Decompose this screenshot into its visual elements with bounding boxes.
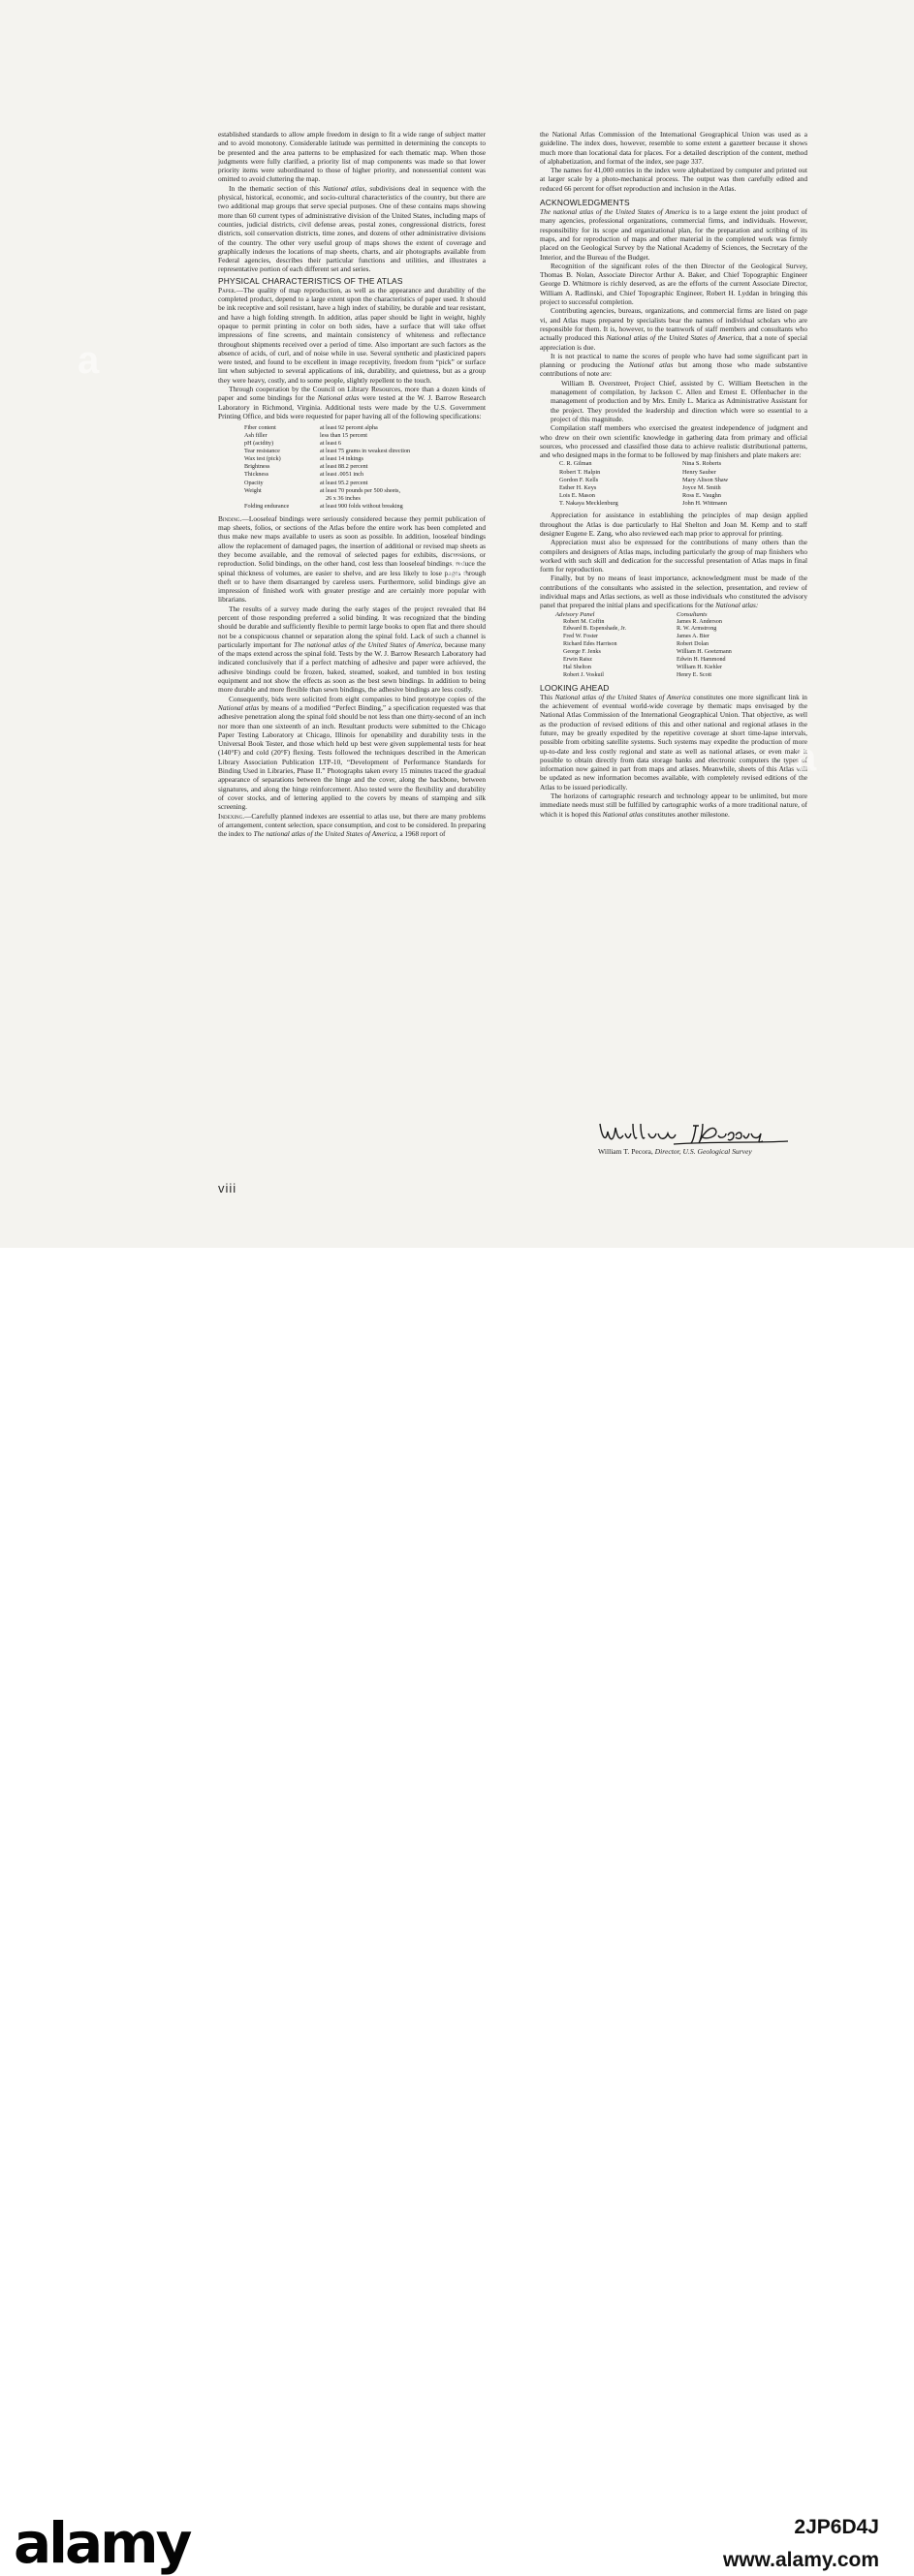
italic-run: National atlas (602, 809, 644, 819)
paragraph: Recognition of the significant roles of the then Director of the Geological Survey, Thomas B. Nolan, Associate Director Arthur A. Baker, and Chief Topographic Engineer George D. Whitmore is richly deserved, as are the efforts of the current Associate Director, William A. Radlinski, and Chief Topographic Engineer, Robert H. Lyddan in bringing this project to successful completion. (540, 261, 807, 307)
run-in-heading: Indexing. (218, 811, 245, 821)
paragraph: the National Atlas Commission of the International Geographical Union was used as a guideline. The index does, however, resemble to some extent a gazetteer because it shows much more than locational data for places. For a detailed description of the content, method of alphabetization, and format of the index, see page 337. (540, 130, 807, 166)
paragraph (540, 352, 807, 379)
left-text-column (218, 130, 486, 838)
consultant-name: Henry E. Scott (677, 671, 712, 678)
italic-run: The national atlas of the United States of America (540, 207, 690, 217)
spec-name: Wax test (pick) (244, 455, 281, 463)
spec-row (244, 480, 486, 487)
consultant-name: James R. Anderson (677, 618, 722, 625)
text-run: Contributing agencies, bureaus, organizations, and commercial firms are listed on page vi, and Atlas maps prepared by specialists bear the names of individual scholars who are responsible for them. It is, however, to the teamwork of staff members and consultants who actually produced this (540, 306, 807, 343)
staff-name: C. R. Gilman (559, 460, 592, 468)
spec-name: Fiber content (244, 424, 276, 432)
staff-name: Mary Alison Shaw (682, 476, 729, 483)
italic-run: The national atlas of the United States of America, (294, 639, 443, 649)
spec-row (244, 503, 486, 511)
staff-name: Nina S. Roberts (682, 460, 722, 468)
run-in-heading: Binding. (218, 513, 242, 523)
right-text-column (540, 130, 807, 819)
paragraph (540, 693, 807, 791)
spec-value: at least 92 percent alpha (320, 424, 378, 432)
text-run: is to a large extent the joint product of many agencies, professional organizations, commercial firms, and individuals. However, responsibility for its scope and organizational plan, for the preparation and scribing of its maps, and for reproduction of maps and other material in the completed work was firmly placed on the Geological Survey by the National Academy of Sciences, the Secretary of the Interior, and the Bureau of the Budget. (540, 207, 808, 262)
consultant-name: Robert Dolan (677, 641, 709, 648)
italic-run: National atlas, (323, 183, 367, 193)
paragraph (218, 695, 486, 812)
spec-row (244, 471, 486, 479)
spec-name: Opacity (244, 479, 264, 486)
spec-name: pH (acidity) (244, 440, 274, 448)
italic-run: National atlas (629, 360, 674, 370)
staff-name: Robert T. Halpin (559, 468, 601, 476)
spec-row (244, 424, 486, 432)
text-run: were tested at the W. J. Barrow Research Laboratory in Richmond, Virginia. Additional tests were made by the U.S. Government Printing Office, and bids were requested for paper having all of the following specifications: (218, 393, 487, 420)
spec-value: at least 6 (320, 440, 341, 448)
consultant-name: William H. Kiehler (677, 664, 722, 670)
italic-run: National atlas (218, 702, 260, 712)
text-run: a 1968 report of (397, 829, 446, 839)
spec-value: at least .0051 inch (320, 471, 364, 479)
paragraph (540, 306, 807, 351)
staff-name: T. Nakaya Mecklenburg (559, 500, 618, 508)
spec-name: Folding endurance (244, 502, 290, 510)
text-run: Consequently, bids were solicited from eight companies to bind prototype copies of the (229, 694, 486, 703)
section-heading-physical: PHYSICAL CHARACTERISTICS OF THE ATLAS (218, 275, 403, 286)
consultant-name: Edwin H. Hammond (677, 657, 726, 664)
site-url-label: www.alamy.com (722, 2549, 879, 2571)
section-heading-looking-ahead: LOOKING AHEAD (540, 682, 610, 693)
spec-value: at least 900 folds without breaking (320, 502, 403, 510)
spec-value: 26 x 36 inches (326, 494, 361, 502)
paragraph (540, 791, 807, 819)
handwritten-signature (598, 1118, 792, 1149)
spec-name (244, 495, 320, 503)
italic-run: National atlas (317, 393, 360, 403)
spec-value: at least 88.2 percent (320, 463, 368, 471)
spec-value: at least 75 grams in weakest direction (320, 448, 411, 455)
spec-row (244, 448, 486, 455)
watermark-mark: a (446, 543, 468, 585)
paragraph (540, 574, 807, 609)
paragraph (218, 385, 486, 420)
advisory-name: Robert M. Coffin (563, 618, 605, 625)
text-run: by means of a modified “Perfect Binding,” a specification requested was that adhesive penetration along the spinal fold should be not less than one thirty-second of an inch nor more than one sixteenth of an inch. Resultant products were submitted to the Chicago Paper Testing Laboratory at Chicago, Illinois for openability and durability tests in the Universal Book Tester, and those which held up best were given supplemental tests for heat (140°F) and cold (20°F) flexing. Tests followed the techniques described in the American Library Association Publication LTP-10, “Development of Performance Standards for Binding Used in Libraries, Phase II.” Photographs taken every 15 minutes traced the gradual appearance of separations between the hinge and the cover, along the backbone, between signatures, and along the hinge reinforcement. Also tested were the flexibility and durability of cover stocks, and of lettering applied to the covers by means of stamping and silk screening. (218, 702, 486, 812)
signatory-title: Director, U.S. Geological Survey (652, 1147, 752, 1156)
text-run: Through cooperation by the Council on Library Resources, more than a dozen kinds of paper and some bindings for the (218, 385, 486, 403)
text-run: It is not practical to name the scores of people who have had some significant part in planning or producing the (540, 351, 807, 370)
text-run: —Carefully planned indexes are essential to atlas use, but there are many problems of arrangement, content selection, space consumption, and cost to be considered. In preparing the index to (218, 811, 486, 839)
advisory-and-consultants-list (555, 611, 807, 680)
spec-row (244, 463, 486, 471)
paragraph (218, 184, 486, 274)
staff-name: Henry Sauber (682, 468, 716, 476)
signature-stroke (600, 1124, 676, 1139)
watermark-mark: a (795, 736, 817, 779)
text-run: that a note of special appreciation is due. (540, 333, 807, 352)
spec-name: Weight (244, 486, 262, 494)
signature-stroke (691, 1124, 763, 1143)
watermark-footer (0, 1248, 914, 2576)
italic-run: National atlas of the United States of America (554, 692, 691, 701)
consultant-name: James A. Bier (677, 634, 710, 640)
paragraph: established standards to allow ample freedom in design to fit a wide range of subject matter and to avoid monotony. Considerable latitude was permitted in determining the concepts to be presented and the area patterns to be emphasized for each thematic map. When those judgments were fully clarified, a priority list of map components was made so that lower priority items were subordinated to those of higher priority, and nonessential content was omitted to avoid cluttering the map. (218, 130, 486, 184)
spec-value: at least 14 inkings (320, 455, 363, 463)
advisory-name: Erwin Raisz (563, 657, 592, 664)
text-run: because many of the maps extend across the spinal fold. Tests by the W. J. Barrow Research Laboratory had indicated conclusively that if a perfect matching of adhesive and paper were achieved, the adhesive bindings could be frozen, baked, steamed, soaked, and tumbled in box testing equipment and not show the effects as soon as the best sewn bindings. In addition to being more durable and more flexible than sewn bindings, the adhesive bindings are less costly. (218, 639, 486, 695)
advisory-name: Edward B. Espenshade, Jr. (563, 626, 626, 633)
advisory-name: Robert J. Voskuil (563, 671, 604, 678)
advisory-name: Richard Edes Harrison (563, 641, 617, 648)
page-number: viii (218, 1181, 237, 1195)
spec-name: Tear resistance (244, 448, 280, 455)
staff-name: Lois E. Mason (559, 492, 595, 500)
advisory-name: Hal Shelton (563, 664, 591, 670)
brand-logo: alamy (14, 2510, 190, 2576)
spec-row (244, 432, 486, 440)
text-run: subdivisions deal in sequence with the physical, historical, economic, and socio-cultural characteristics of the country, but there are two additional map groups that serve special purposes. One of these contains maps showing more than 60 current types of administrative division of the United States, including maps of counties, judicial districts, civil defense areas, postal zones, congressional districts, forest districts, soil conservation districts, time zones, and dozens of other administrative divisions of the country. The other very useful group of maps shows the extent of coverage and graphically indexes the locations of map sheets, charts, and air photographs available from Federal agencies, describes their particular functions and utilities, and illustrates a representative portion of each different set and series. (218, 183, 486, 274)
text-run: constitutes one more significant link in the achievement of eventual world-wide coverage by thematic maps envisaged by the National Atlas Commission of the International Geographical Union. That objective, as well as the production of revised editions of this and other national and regional atlases in the future, may be greatly expedited by the repetitive coverage at short time-lapse intervals, possible from orbiting satellite systems. Such systems may expedite the production of more up-to-date and less costly regional and state as well as national atlases, or even make it possible to obtain directly from data storage banks and electronic computers the types of information now gained in part from maps and atlases. Meanwhile, sheets of this Atlas will be updated as new information becomes available, with completely revised editions of the Atlas to be issued periodically. (540, 692, 807, 791)
paragraph-indexing (218, 812, 486, 839)
consultant-name: William H. Goetzmann (677, 649, 732, 656)
paragraph-paper (218, 286, 486, 385)
watermark-mark: a (78, 339, 100, 382)
spec-row (244, 455, 486, 463)
staff-name: Ross E. Vaughn (682, 492, 721, 500)
spec-row (244, 495, 486, 503)
image-id-label: 2JP6D4J (794, 2516, 879, 2538)
spec-name: Brightness (244, 463, 270, 471)
compilation-staff-list (559, 460, 807, 508)
signatory-name: William T. Pecora, (598, 1147, 653, 1156)
paragraph: Appreciation for assistance in establishing the principles of map design applied throughout the Atlas is due particularly to Hal Shelton and Joan M. Kemp and to staff designer Eugene E. Zang, who also reviewed each map prior to approval for printing. (540, 511, 807, 538)
staff-name: John H. Wittmann (682, 500, 727, 508)
paragraph: Appreciation must also be expressed for the contributions of many others than the compilers and designers of Atlas maps, including particularly the group of map finishers who worked with such skill and dedication for the successful presentation of Atlas maps in final form for reproduction. (540, 538, 807, 574)
signature-caption (598, 1147, 802, 1156)
text-run: —Looseleaf bindings were seriously considered because they permit publication of map sheets, folios, or sections of the Atlas before the entire work has been completed and thus make new maps available to users as soon as possible. In addition, looseleaf bindings allow the replacement of damaged pages, the insertion of additional or revised map sheets as they become available, and the removal of selected pages for exhibits, discussions, or reproduction. Solid bindings, on the other hand, cost less than looseleaf bindings, reduce the spinal thickness of volumes, are easier to shelve, and are less likely to lose pages through theft or to have them disarranged by careless users. Furthermore, solid bindings give an impression of finished work with greater prestige and are certainly more popular with librarians. (218, 513, 486, 605)
text-run: constitutes another milestone. (643, 809, 730, 819)
paragraph: Compilation staff members who exercised the greatest independence of judgment and who drew on their own scientific knowledge in gathering data from primary and official sources, who processed and classified those data to achieve realistic distributional patterns, and who designed maps in the format to be followed by map finishers and plate makers are: (540, 423, 807, 460)
consultant-name: R. W. Armstrong (677, 626, 717, 633)
text-run: The results of a survey made during the early stages of the project revealed that 84 percent of those responding preferred a solid binding. It was recognized that the binding should be durable and sufficiently flexible to permit large books to open flat and there should not be a conspicuous channel or separation along the spinal fold. Lack of such a channel is particularly important for (218, 604, 486, 649)
text-run: but among those who made substantive contributions of note are: (540, 360, 808, 379)
spec-value: at least 95.2 percent (320, 479, 368, 486)
italic-run: National atlas: (715, 601, 759, 610)
text-run: This (540, 692, 555, 701)
run-in-heading: Paper. (218, 285, 236, 295)
consultants-heading: Consultants (677, 610, 708, 618)
text-run: Finally, but by no means of least importance, acknowledgment must be made of the contributions of the consultants who assisted in the selection, presentation, and review of individual maps and Atlas sections, as well as those individuals who constituted the advisory panel that prepared the initial plans and specifications for the (540, 574, 807, 610)
signature-underline (674, 1141, 788, 1144)
staff-name: Joyce M. Smith (682, 483, 721, 491)
spec-row (244, 487, 486, 495)
advisory-panel-heading: Advisory Panel (555, 610, 595, 618)
paragraph: The names for 41,000 entries in the index were alphabetized by computer and printed out at larger scale by a photo-mechanical process. The output was then carefully edited and reduced 66 percent for offset reproduction and inclusion in the Atlas. (540, 166, 807, 193)
spec-name: Thickness (244, 471, 269, 479)
spec-name: Ash filler (244, 432, 268, 440)
staff-name: Esther H. Keys (559, 483, 597, 491)
scanned-page (0, 0, 914, 1248)
text-run: The horizons of cartographic research and technology appear to be unlimited, but more immediate needs must still be fulfilled by cartographic works of a more traditional nature, of which it is hoped this (540, 791, 807, 819)
text-run: —The quality of map reproduction, as well as the appearance and durability of the completed product, depend to a large extent upon the characteristics of paper used. It should be ink receptive and soil resistant, have a high index of stability, be durable and tear resistant, and have a high folding strength. In addition, atlas paper should be light in weight, highly opaque to permit printing in color on both sides, have a surface that will take offset impressions of fine screens, and maintain consistency of whiteness and reflectance throughout shipments received over a period of time. Also important are such factors as the absence of acids, of curl, and of noise while in use. Several synthetic and plasticized papers were tested, and found to be excellent in image receptivity, freedom from “pick” or surface lint when subjected to several applications of ink, durability, and quietness, but as a group they were heavy, costly, and to some people, slightly repellent to the touch. (218, 285, 486, 385)
text-run: In the thematic section of this (229, 183, 324, 193)
italic-run: The national atlas of the United States of America, (253, 829, 398, 839)
italic-run: National atlas of the United States of America, (606, 333, 744, 343)
paper-specifications-table (244, 424, 486, 511)
staff-name: Gordon F. Kells (559, 476, 599, 483)
spec-value: at least 70 pounds per 500 sheets, (320, 486, 400, 494)
section-heading-acknowledgments: ACKNOWLEDGMENTS (540, 198, 630, 208)
paragraph (218, 605, 486, 695)
advisory-name: George F. Jenks (563, 649, 601, 656)
paragraph (540, 207, 807, 262)
advisory-name: Fred W. Foster (563, 634, 599, 640)
paragraph: William B. Overstreet, Project Chief, assisted by C. William Beetschen in the management of compilation, by Jackson C. Allen and Ernest E. Offenbacher in the management of production and by Mrs. Emily L. Marica as Administrative Assistant for the project. They provided the leadership and direction which were so essential to a project of this magnitude. (551, 378, 807, 423)
spec-row (244, 440, 486, 448)
spec-value: less than 15 percent (320, 432, 367, 440)
